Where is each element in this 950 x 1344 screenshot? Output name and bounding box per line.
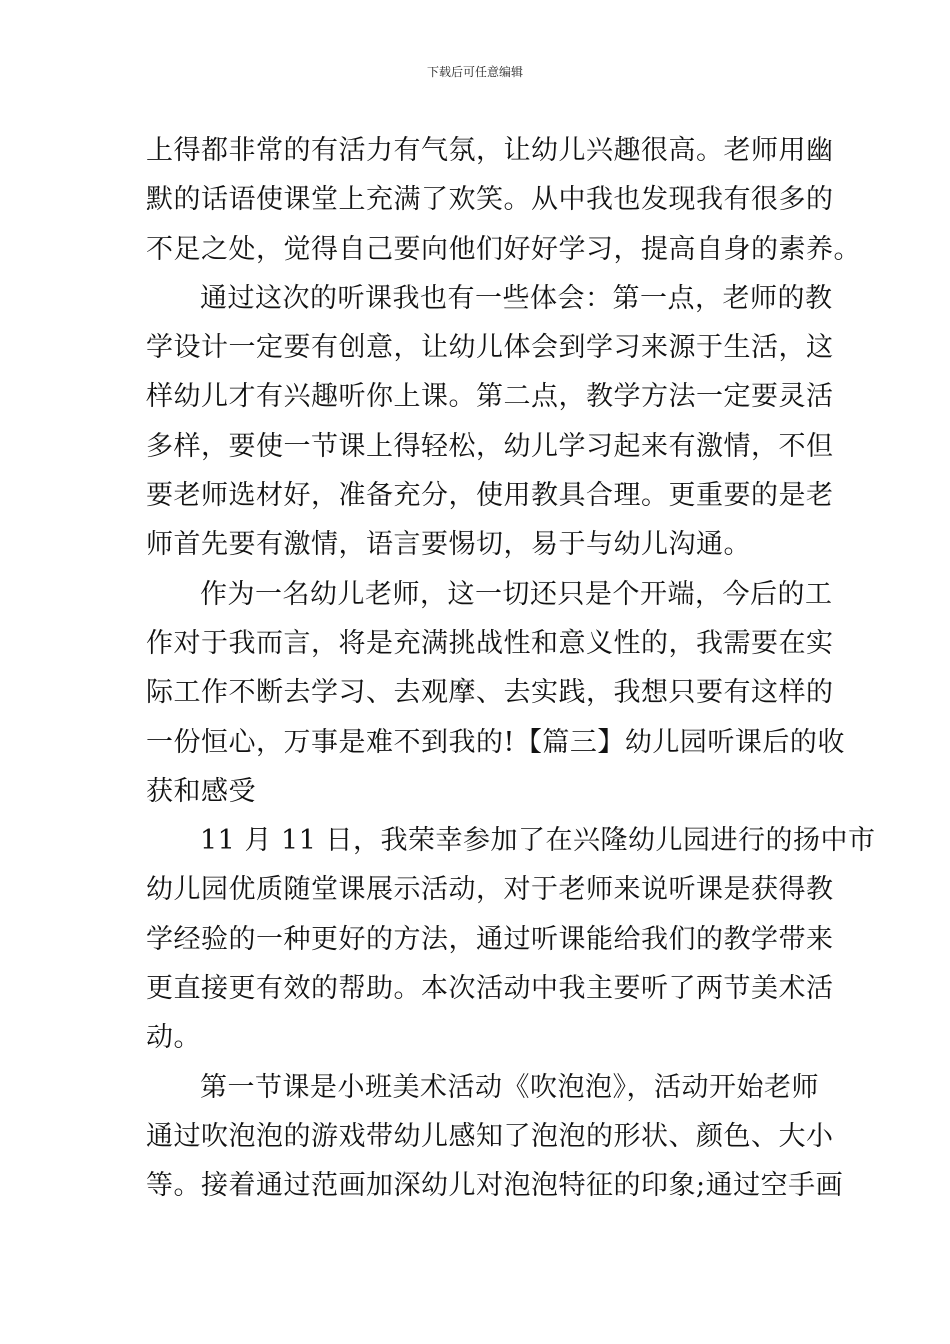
text-line: 更直接更有效的帮助。本次活动中我主要听了两节美术活 — [146, 973, 834, 1005]
text-line: 际工作不断去学习、去观摩、去实践，我想只要有这样的 — [146, 677, 834, 709]
text-line: 不足之处，觉得自己要向他们好好学习，提高自身的素养。 — [146, 233, 861, 265]
text-line: 学设计一定要有创意，让幼儿体会到学习来源于生活，这 — [146, 332, 834, 364]
text-line: 幼儿园优质随堂课展示活动，对于老师来说听课是获得教 — [146, 874, 834, 906]
text-line: 学经验的一种更好的方法，通过听课能给我们的教学带来 — [146, 923, 834, 955]
text-line: 作对于我而言，将是充满挑战性和意义性的，我需要在实 — [146, 627, 834, 659]
text-line: 作为一名幼儿老师，这一切还只是个开端，今后的工 — [200, 578, 833, 610]
text-line: 一份恒心，万事是难不到我的!【篇三】幼儿园听课后的收 — [146, 726, 845, 758]
text-line: 通过这次的听课我也有一些体会：第一点，老师的教 — [200, 282, 833, 314]
text-line: 11 月 11 日，我荣幸参加了在兴隆幼儿园进行的扬中市 — [200, 825, 876, 857]
body-text — [146, 126, 876, 1211]
text-line: 上得都非常的有活力有气氛，让幼儿兴趣很高。老师用幽 — [146, 135, 834, 166]
text-line: 要老师选材好，准备充分，使用教具合理。更重要的是老 — [146, 480, 834, 512]
text-line: 等。接着通过范画加深幼儿对泡泡特征的印象;通过空手画 — [146, 1170, 844, 1202]
page-header: 下载后可任意编辑 — [426, 65, 523, 79]
text-line: 通过吹泡泡的游戏带幼儿感知了泡泡的形状、颜色、大小 — [146, 1120, 834, 1152]
text-line: 第一节课是小班美术活动《吹泡泡》，活动开始老师 — [200, 1071, 819, 1103]
text-line: 多样，要使一节课上得轻松，幼儿学习起来有激情，不但 — [146, 430, 834, 462]
text-line: 样幼儿才有兴趣听你上课。第二点，教学方法一定要灵活 — [146, 381, 834, 413]
text-line: 师首先要有激情，语言要惕切，易于与幼儿沟通。 — [146, 529, 751, 561]
text-line: 默的话语使课堂上充满了欢笑。从中我也发现我有很多的 — [146, 184, 834, 216]
text-line: 获和感受 — [146, 775, 256, 807]
text-line: 动。 — [146, 1022, 201, 1054]
